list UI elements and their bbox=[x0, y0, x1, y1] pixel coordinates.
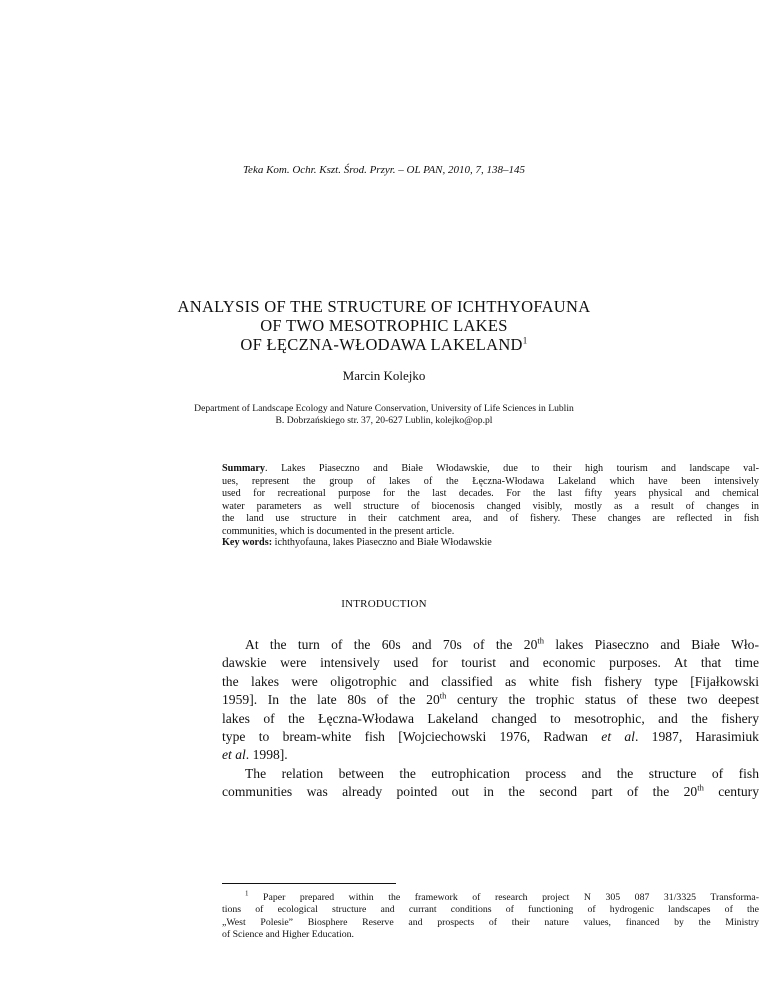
affiliation-line-1: Department of Landscape Ecology and Nature Conservation, University of Life Sciences in Lublin bbox=[194, 403, 574, 414]
footnote-line-2: tions of ecological structure and currant conditions of functioning of hydrogenic landscapes of the bbox=[222, 904, 759, 916]
body-text-run: 1959]. In the late 80s of the 20 bbox=[222, 692, 440, 708]
body-text-run: century bbox=[703, 784, 759, 800]
superscript: th bbox=[439, 690, 447, 701]
summary-abstract bbox=[222, 463, 759, 539]
footnote-line-4: of Science and Higher Education. bbox=[222, 929, 354, 941]
body-line-7 bbox=[222, 746, 759, 764]
title-line-3 bbox=[0, 335, 768, 354]
keywords bbox=[222, 537, 759, 548]
author-name: Marcin Kolejko bbox=[342, 368, 426, 383]
body-line-8: The relation between the eutrophication process and the structure of fish bbox=[245, 765, 759, 781]
paper-title bbox=[0, 297, 768, 354]
italic-text: et al bbox=[601, 729, 635, 745]
body-text-run: . 1998]. bbox=[245, 747, 288, 763]
footnote-mark: 1 bbox=[245, 889, 249, 898]
body-line-2: dawskie were intensively used for tourist and economic purposes. At that time bbox=[222, 655, 759, 671]
superscript: th bbox=[537, 635, 544, 646]
italic-text: et al bbox=[222, 747, 246, 763]
body-text-run: lakes Piaseczno and Białe Wło- bbox=[544, 637, 759, 652]
summary-line-5: the land use structure in their catchment area, and of fishery. These changes are reflected in fish bbox=[222, 513, 759, 525]
summary-line-1: . Lakes Piaseczno and Białe Włodawskie, due to their high tourism and landscape val- bbox=[265, 463, 759, 474]
summary-line-4: water parameters as well structure of biocenosis changed visibly, mostly as a result of changes in bbox=[222, 500, 759, 512]
body-text-run: type to bream-white fish [Wojciechowski 1976, Radwan bbox=[222, 729, 602, 745]
body-line-3: the lakes were oligotrophic and classified as white fish fishery type [Fijałkowski bbox=[222, 673, 759, 689]
footnote-1 bbox=[222, 889, 759, 942]
superscript: th bbox=[697, 782, 704, 793]
body-line-4 bbox=[222, 691, 759, 709]
journal-reference: Teka Kom. Ochr. Kszt. Środ. Przyr. – OL PAN, 2010, 7, 138–145 bbox=[242, 164, 526, 176]
body-line-1 bbox=[222, 636, 759, 654]
summary-line-2: ues, represent the group of lakes of the Łęczna-Włodawa Lakeland which have been intensively bbox=[222, 475, 759, 487]
footnote-divider bbox=[222, 883, 396, 884]
body-text-run: . 1987, Harasimiuk bbox=[634, 729, 759, 745]
summary-line bbox=[222, 463, 759, 476]
body-line-9 bbox=[222, 783, 759, 801]
title-footnote-mark: 1 bbox=[522, 335, 528, 346]
title-line-3-text: OF ŁĘCZNA-WŁODAWA LAKELAND bbox=[240, 335, 523, 354]
introduction-body bbox=[222, 636, 759, 802]
summary-line-6: communities, which is documented in the present article. bbox=[222, 525, 455, 537]
keywords-label: Key words: bbox=[222, 537, 273, 548]
summary-line-3: used for recreational purpose for the last decades. For the last fifty years physical and chemical bbox=[222, 488, 759, 500]
keywords-text: ichthyofauna, lakes Piaseczno and Białe Włodawskie bbox=[272, 537, 492, 548]
author-affiliation bbox=[0, 403, 768, 427]
section-heading-introduction: INTRODUCTION bbox=[341, 598, 427, 610]
footnote-line-1 bbox=[222, 889, 759, 904]
body-text-run: communities was already pointed out in the second part of the 20 bbox=[222, 784, 698, 800]
body-text-run: At the turn of the 60s and 70s of the 20 bbox=[245, 637, 538, 652]
summary-label: Summary bbox=[222, 463, 266, 474]
title-line-2: OF TWO MESOTROPHIC LAKES bbox=[260, 316, 508, 335]
body-line-5: lakes of the Łęczna-Włodawa Lakeland changed to mesotrophic, and the fishery bbox=[222, 710, 759, 726]
title-line-1: ANALYSIS OF THE STRUCTURE OF ICHTHYOFAUNA bbox=[177, 297, 591, 316]
footnote-line-3: „West Polesie” Biosphere Reserve and prospects of their nature values, financed by the Ministry bbox=[222, 916, 759, 928]
affiliation-line-2: B. Dobrzańskiego str. 37, 20-627 Lublin, kolejko@op.pl bbox=[275, 415, 493, 426]
body-line-6 bbox=[222, 728, 759, 746]
footnote-text-run: Paper prepared within the framework of research project N 305 087 31/3325 Transforma- bbox=[248, 892, 759, 903]
body-text-run: century the trophic status of these two deepest bbox=[446, 692, 759, 708]
